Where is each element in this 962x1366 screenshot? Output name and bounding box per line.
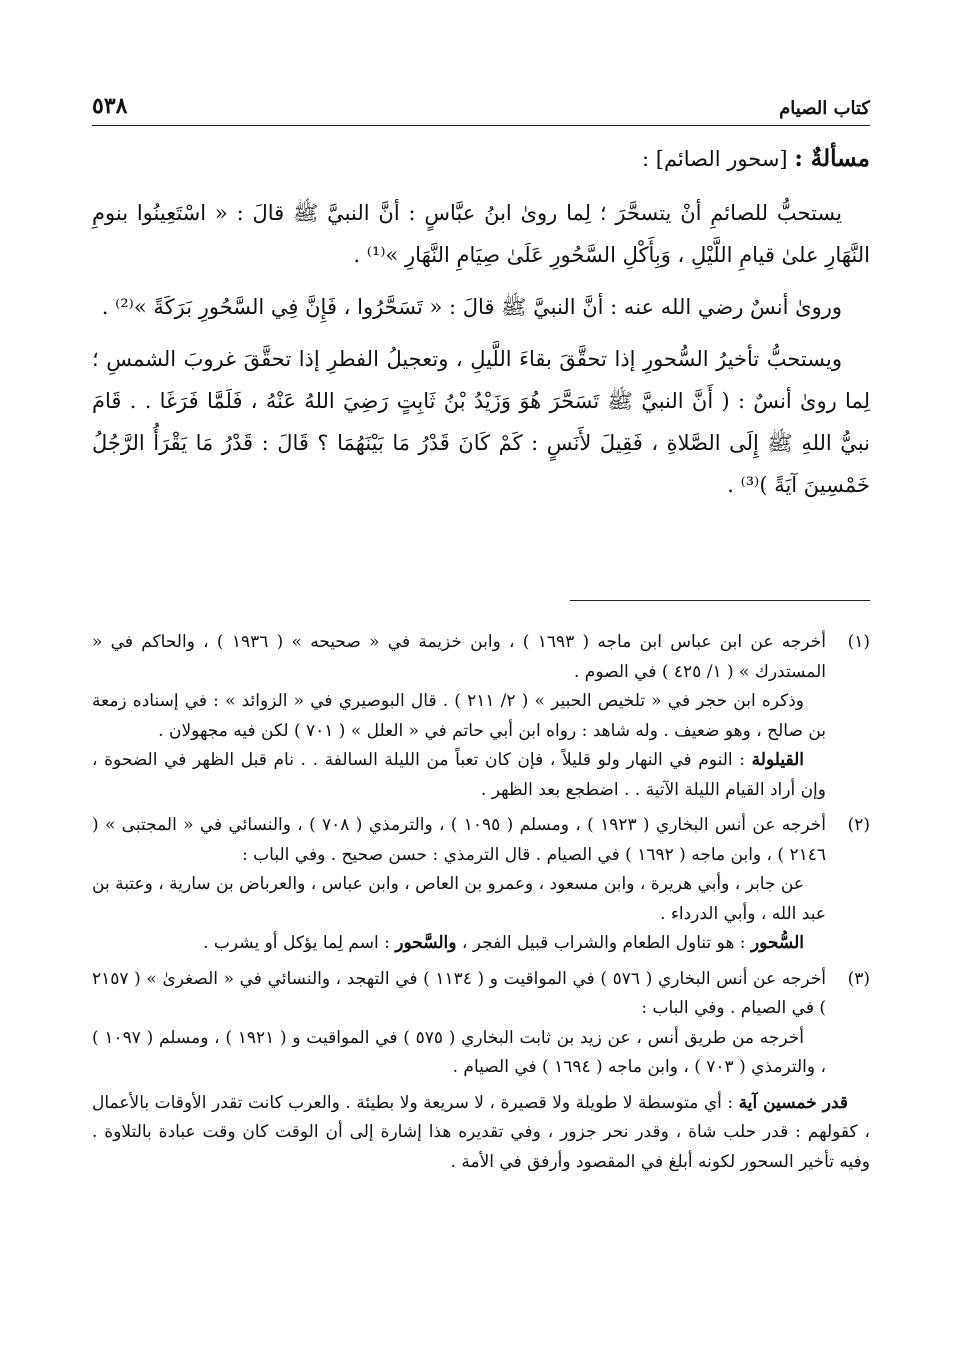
defined-term: قدر خمسين آية — [738, 1092, 848, 1113]
footnote-separator — [570, 600, 870, 601]
question-title: [سحور الصائم] : — [642, 147, 788, 171]
defined-term: والسَّحور — [395, 933, 457, 953]
defined-term: القيلولة — [751, 750, 804, 770]
book-title: كتاب الصيام — [779, 98, 870, 119]
paragraph-2: وروىٰ أنسٌ رضي الله عنه : أنَّ النبيَّ ﷺ قالَ : « تَسَحَّرُوا ، فَإِنَّ فِي السَّحُورِ بَرَكَةً »⁽²⁾ . — [101, 295, 842, 319]
tail-note — [92, 1089, 870, 1178]
defined-term: السُّحور — [750, 933, 804, 953]
footnote-text: أخرجه عن أنس البخاري ( ٥٧٦ ) في المواقيت و ( ١١٣٤ ) في التهجد ، والنسائي في « الصغرىٰ » ( ٢١٥٧ ) في الصيام . وفي الباب : — [92, 968, 826, 1018]
definition-text: : النوم في النهار ولو قليلاً ، فإن كان تعباً من الليلة السالفة . . نام قبل الظهر في الضحوة ، وإن أراد القيام الليلة الآتية . . اضطجع بعد الظهر . — [92, 750, 826, 800]
footnote-subtext: عن جابر ، وأبي هريرة ، وابن مسعود ، وعمرو بن العاص ، وابن عباس ، والعرباض بن سارية ، وعتبة بن عبد الله ، وأبي الدرداء . — [92, 874, 826, 924]
footnote-number: (٣) — [847, 968, 870, 989]
question-label: مسألةٌ : — [794, 145, 870, 172]
page-header — [92, 86, 870, 126]
footnote-subtext: أخرجه من طريق أنس ، عن زيد بن ثابت البخاري ( ٥٧٥ ) في المواقيت و ( ١٩٢١ ) ، ومسلم ( ١٠٩٧ ) ، والترمذي ( ٧٠٣ ) ، وابن ماجه ( ١٦٩٤ ) في الصيام . — [92, 1027, 826, 1077]
definition-text: : هو تناول الطعام والشراب قبيل الفجر ، — [456, 933, 751, 953]
footnote-text: أخرجه عن ابن عباس ابن ماجه ( ١٦٩٣ ) ، وابن خزيمة في « صحيحه » ( ١٩٣٦ ) ، والحاكم في « المستدرك » ( ١/ ٤٢٥ ) في الصوم . — [92, 632, 826, 682]
page-number: ٥٣٨ — [92, 93, 128, 119]
definition-text: : اسم لِما يؤكل أو يشرب . — [203, 933, 396, 953]
tail-note-text: : أي متوسطة لا طويلة ولا قصيرة ، لا سريعة ولا بطيئة . والعرب كانت تقدر الأوقات بالأعمال ، كقولهم : قدر حلب شاة ، وقدر نحر جزور ، وفي تقديره هذا إشارة إلى أن الوقت كان وقت عبادة بالتلاوة . وفيه تأخير السحور لكونه أبلغ في المقصود وأرفق في الأمة . — [92, 1092, 870, 1172]
paragraph-3: ويستحبُّ تأخيرُ السُّحورِ إذا تحقَّقَ بقاءَ اللَّيلِ ، وتعجيلُ الفطرِ إذا تحقَّقَ غروبَ الشمسِ ؛ لِما روىٰ أنسٌ : ( أَنَّ النبيَّ ﷺ تَسَحَّرَ هُوَ وَزَيْدُ بْنُ ثَابِتٍ رَضِيَ اللهُ عَنْهُ ، فَلَمَّا فَرَغَا . . قَامَ نبيُّ اللهِ ﷺ إِلَى الصَّلاةِ ، فَقِيلَ لأَنَسٍ : كَمْ كَانَ قَدْرُ مَا بَيْنَهُمَا ؟ قَالَ : قَدْرُ مَا يَقْرَأُ الرَّجُلُ خَمْسِينَ آيَةً )⁽³⁾ . — [92, 347, 870, 497]
footnote-number: (٢) — [847, 815, 870, 835]
footnote-3 — [92, 965, 870, 1083]
footnote-1 — [92, 628, 870, 805]
footnote-text: أخرجه عن أنس البخاري ( ١٩٢٣ ) ، ومسلم ( ١٠٩٥ ) ، والترمذي ( ٧٠٨ ) ، والنسائي في « المجتبى » ( ٢١٤٦ ) ، وابن ماجه ( ١٦٩٢ ) في الصيام . قال الترمذي : حسن صحيح . وفي الباب : — [92, 815, 826, 865]
question-heading — [92, 138, 870, 180]
paragraph-1: يستحبُّ للصائمِ أنْ يتسحَّرَ ؛ لِما روىٰ ابنُ عبَّاسٍ : أنَّ النبيَّ ﷺ قالَ : « اسْتَعِينُوا بنومِ النَّهَارِ علىٰ قيامِ اللَّيْلِ ، وَبِأَكْلِ السَّحُورِ عَلَىٰ صِيَامِ النَّهَارِ »⁽¹⁾ . — [92, 201, 870, 267]
footnotes — [92, 628, 870, 1183]
footnote-2 — [92, 811, 870, 959]
footnote-definition — [92, 929, 826, 959]
main-text — [92, 138, 870, 516]
footnote-definition — [92, 746, 826, 805]
footnote-number: (١) — [847, 632, 870, 652]
footnote-subtext: وذكره ابن حجر في « تلخيص الحبير » ( ٢/ ٢١١ ) . قال البوصيري في « الزوائد » : في إسناده زمعة بن صالح ، وهو ضعيف . وله شاهد : رواه ابن أبي حاتم في « العلل » ( ٧٠١ ) لكن فيه مجهولان . — [92, 691, 826, 741]
